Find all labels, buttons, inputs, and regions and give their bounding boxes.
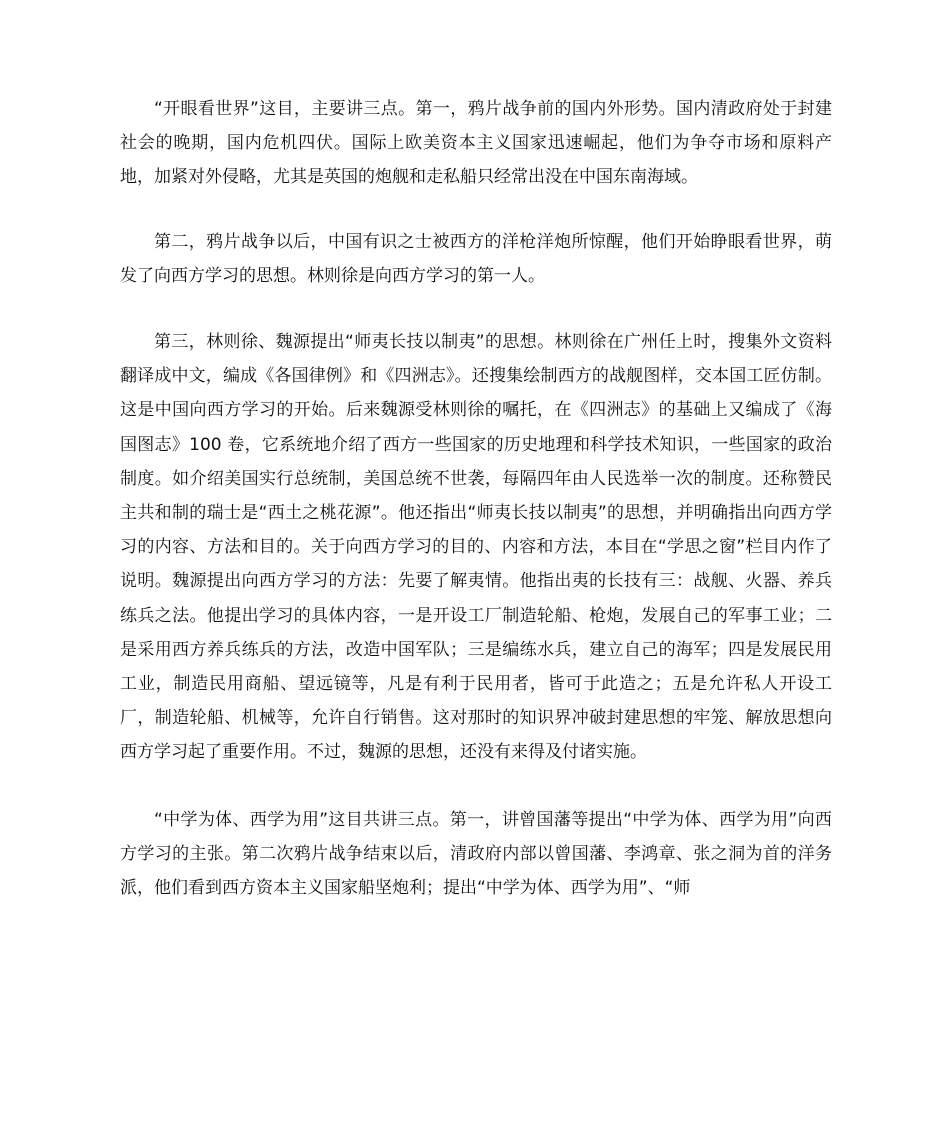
paragraph-second-point: 第二，鸦片战争以后，中国有识之士被西方的洋枪洋炮所惊醒，他们开始睁眼看世界，萌发了向西方学习的思想。林则徐是向西方学习的第一人。: [120, 231, 832, 286]
paragraph-third-point: 第三，林则徐、魏源提出“师夷长技以制夷”的思想。林则徐在广州任上时，搜集外文资料翻译成中文，编成《各国律例》和《四洲志》。还搜集绘制西方的战舰图样，交本国工匠仿制。这是中国向西方学习的开始。后来魏源受林则徐的嘱托，在《四洲志》的基础上又编成了《海国图志》100 卷，它系统地介绍了西方一些国家的历史地理和科学技术知识，一些国家的政治制度。如介绍美国实行总统制，美国总统不世袭，每隔四年由人民选举一次的制度。还称赞民主共和制的瑞士是“西土之桃花源”。他还指出“师夷长技以制夷”的思想，并明确指出向西方学习的内容、方法和目的。关于向西方学习的目的、内容和方法，本目在“学思之窗”栏目内作了说明。魏源提出向西方学习的方法：先要了解夷情。他指出夷的长技有三：战舰、火器、养兵练兵之法。他提出学习的具体内容，一是开设工厂制造轮船、枪炮，发展自己的军事工业；二是采用西方养兵练兵的方法，改造中国军队；三是编练水兵，建立自己的海军；四是发展民用工业，制造民用商船、望远镜等，凡是有利于民用者，皆可于此造之；五是允许私人开设工厂，制造轮船、机械等，允许自行销售。这对那时的知识界冲破封建思想的牢笼、解放思想向西方学习起了重要作用。不过，魏源的思想，还没有来得及付诸实施。: [120, 332, 832, 763]
paragraph-open-eyes-overview: “开眼看世界”这目，主要讲三点。第一，鸦片战争前的国内外形势。国内清政府处于封建社会的晚期，国内危机四伏。国际上欧美资本主义国家迅速崛起，他们为争夺市场和原料产地，加紧对外侵略，尤其是英国的炮舰和走私船只经常出没在中国东南海域。: [120, 99, 832, 188]
paragraph-chinese-learning-substance: “中学为体、西学为用”这目共讲三点。第一，讲曾国藩等提出“中学为体、西学为用”向西方学习的主张。第二次鸦片战争结束以后，清政府内部以曾国藩、李鸿章、张之洞为首的洋务派，他们看到西方资本主义国家船坚炮利；提出“中学为体、西学为用”、“师: [120, 809, 832, 899]
document-body: [120, 92, 832, 935]
